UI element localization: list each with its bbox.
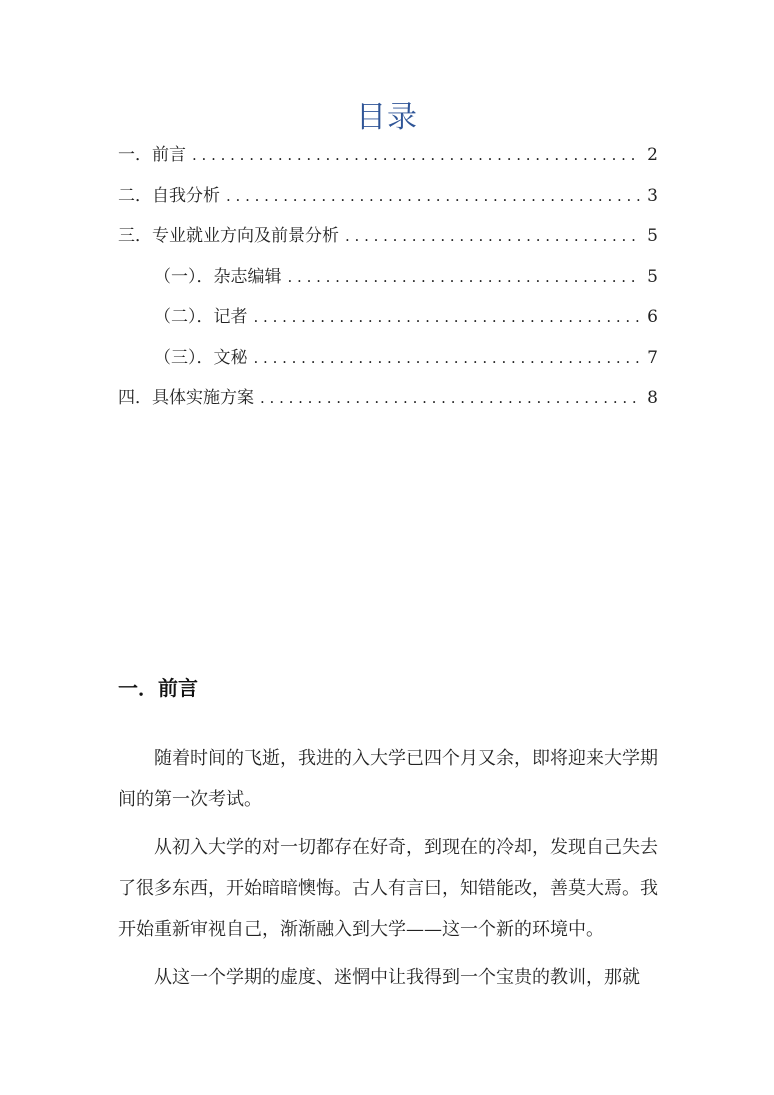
toc-entry-label: 二．自我分析	[118, 185, 220, 206]
toc-entry-label: （二）．记者	[154, 307, 248, 327]
toc-entry[interactable]	[118, 221, 658, 262]
section-heading: 一．前言	[118, 676, 198, 700]
toc-entry-page: 5	[647, 226, 658, 246]
toc-entry[interactable]	[118, 140, 658, 181]
toc-subentry[interactable]	[118, 343, 658, 384]
toc-title: 目录	[356, 100, 418, 135]
table-of-contents	[118, 140, 658, 424]
toc-leader-dots	[345, 227, 640, 245]
toc-leader-dots	[254, 349, 641, 367]
toc-entry-page: 8	[647, 388, 658, 408]
toc-entry-label: （三）．文秘	[154, 347, 248, 368]
toc-leader-dots	[192, 146, 640, 164]
toc-leader-dots	[260, 389, 640, 407]
paragraph: 随着时间的飞逝，我进的入大学已四个月又余，即将迎来大学期间的第一次考试。	[118, 748, 658, 810]
paragraph: 从初入大学的对一切都存在好奇，到现在的冷却，发现自己失去了很多东西，开始暗暗懊悔。古人有言曰，知错能改，善莫大焉。我开始重新审视自己，渐渐融入到大学——这一个新的环境中。	[118, 837, 658, 940]
toc-entry-page: 5	[647, 266, 658, 287]
toc-entry-page: 7	[647, 347, 658, 368]
toc-entry-label: 一．前言	[118, 145, 186, 165]
toc-leader-dots	[254, 308, 641, 326]
toc-entry-label: （一）．杂志编辑	[154, 266, 282, 287]
toc-entry-page: 3	[647, 185, 658, 206]
toc-entry[interactable]	[118, 383, 658, 424]
toc-subentry[interactable]	[118, 302, 658, 343]
paragraph: 从这一个学期的虚度、迷惘中让我得到一个宝贵的教训，那就	[154, 967, 640, 988]
toc-entry-label: 三．专业就业方向及前景分析	[118, 226, 339, 246]
toc-entry-label: 四．具体实施方案	[118, 388, 254, 408]
toc-entry-page: 2	[647, 145, 658, 165]
toc-entry[interactable]	[118, 181, 658, 222]
toc-leader-dots	[288, 268, 641, 286]
toc-entry-page: 6	[647, 307, 658, 327]
section-body	[118, 738, 658, 1005]
toc-subentry[interactable]	[118, 262, 658, 303]
toc-leader-dots	[226, 187, 640, 205]
